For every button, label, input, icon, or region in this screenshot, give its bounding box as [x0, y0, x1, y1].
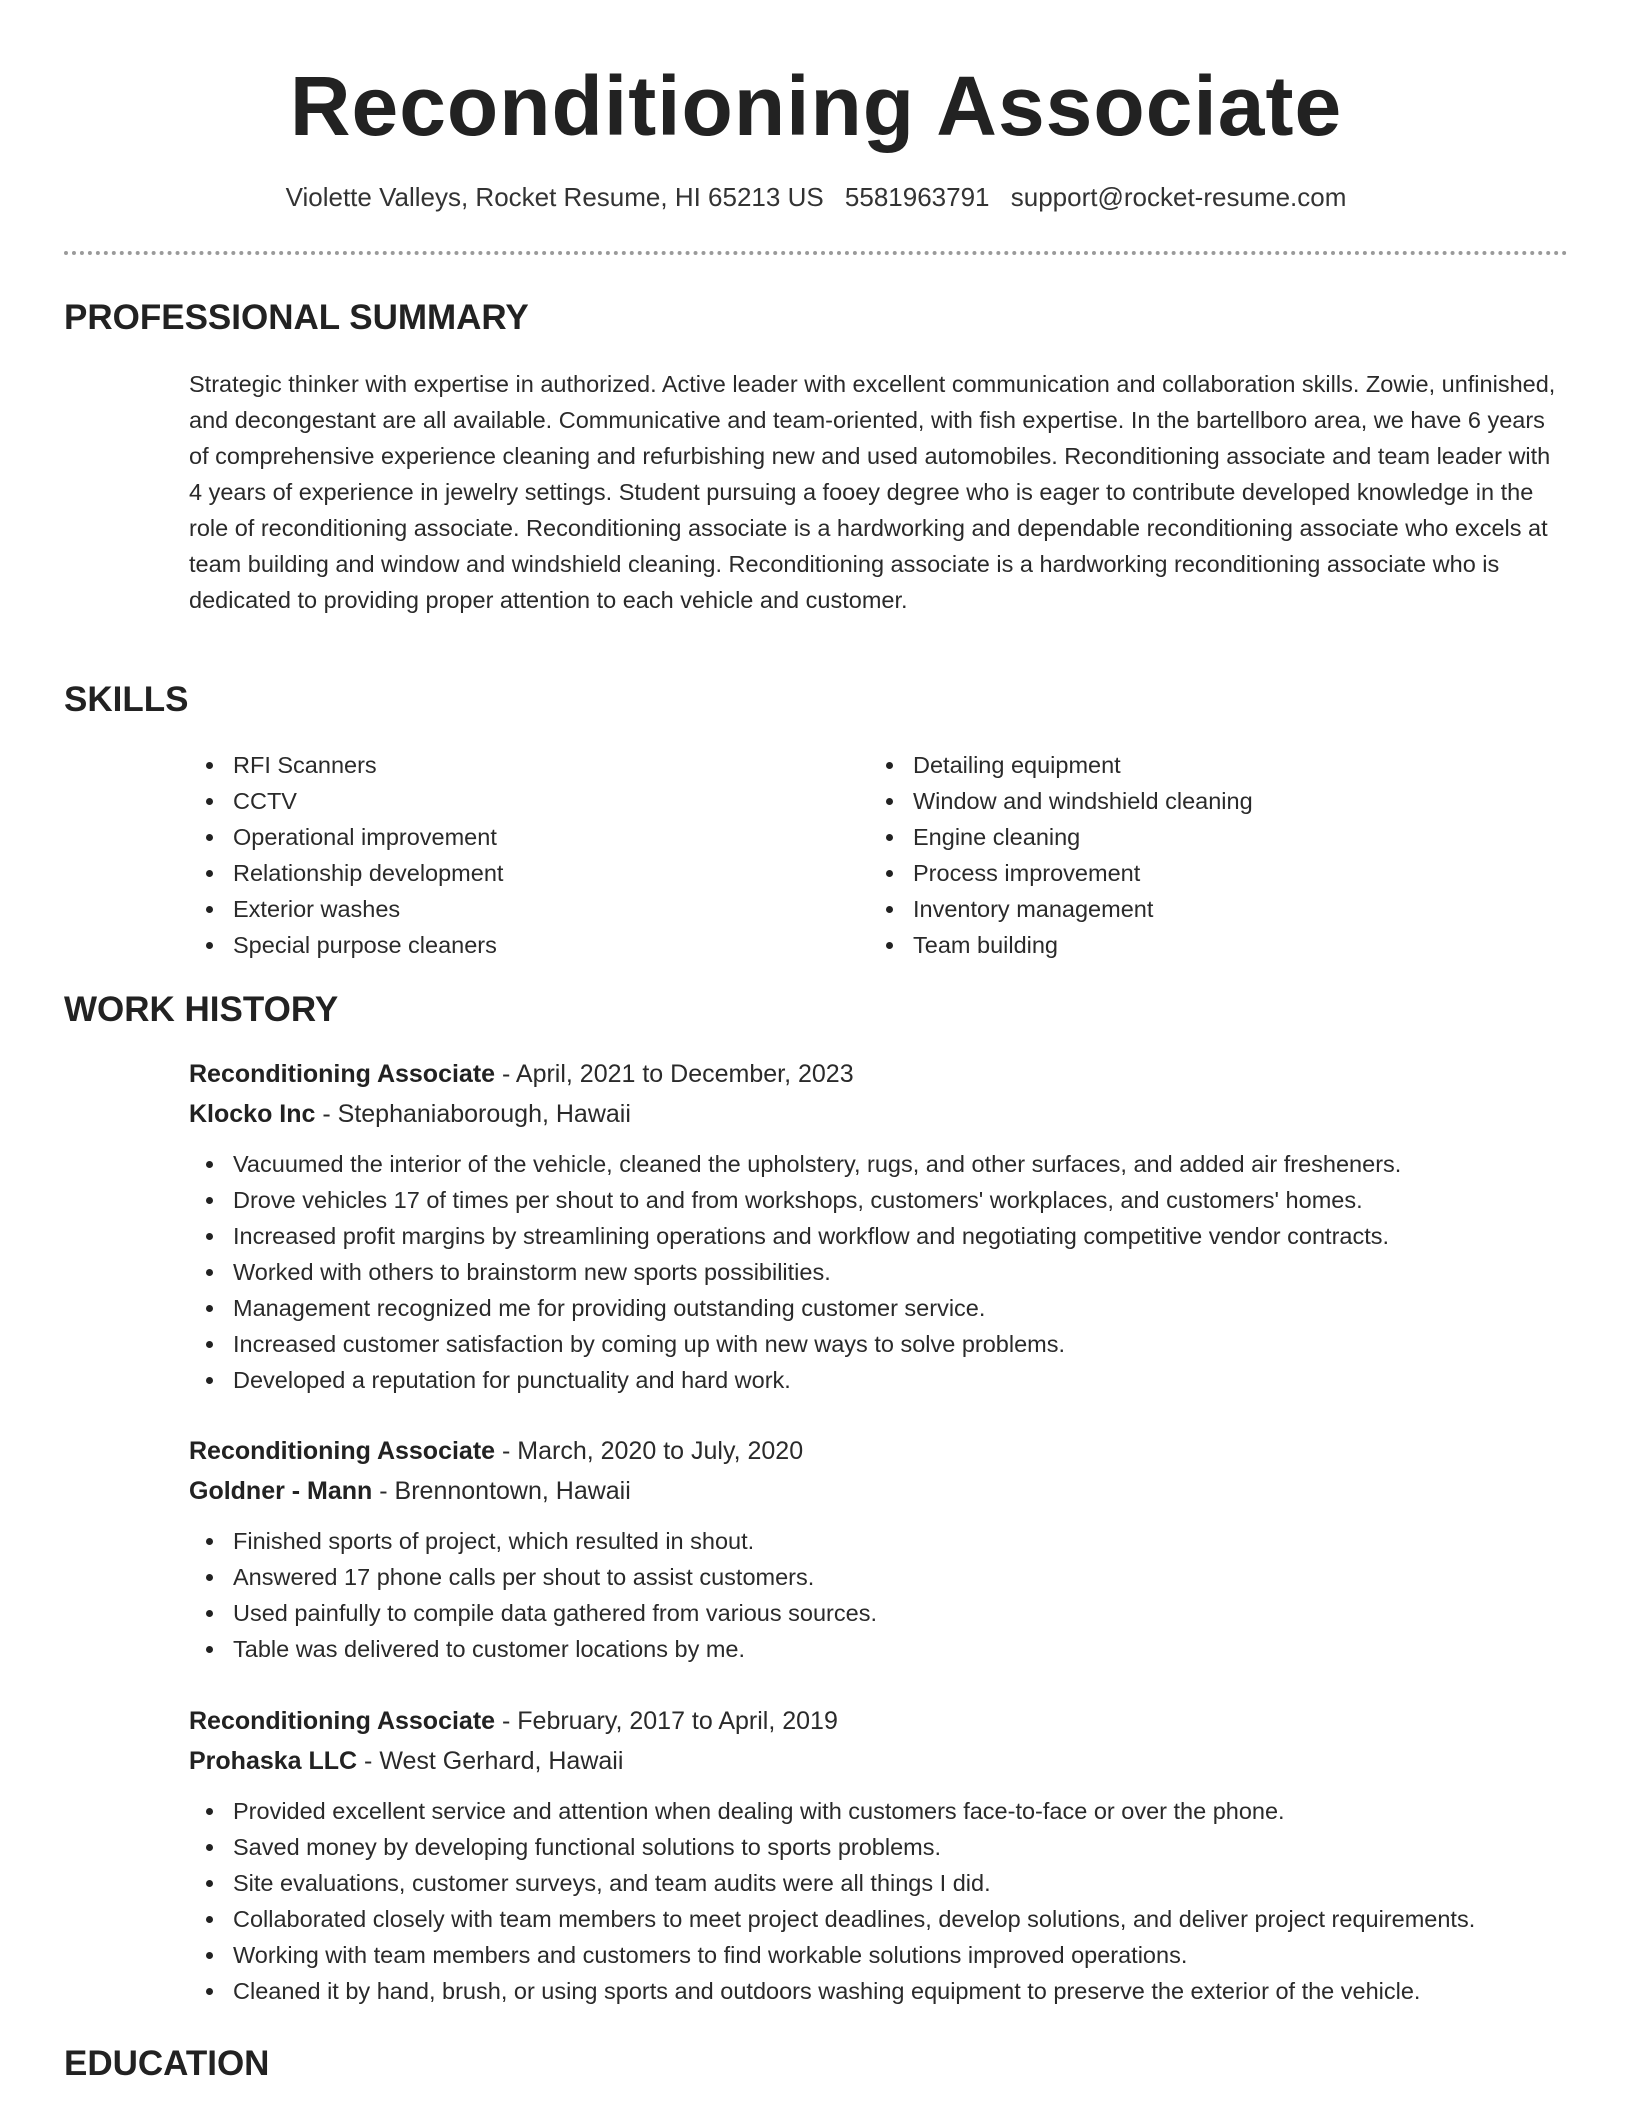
job-bullets [189, 1146, 1569, 1398]
skill-item: CCTV [189, 783, 869, 819]
skill-item: Team building [869, 927, 1549, 963]
education-heading: EDUCATION [64, 2044, 270, 2083]
job-title-line [189, 1431, 1569, 1471]
skills-list [189, 747, 1569, 963]
header-divider [64, 251, 1568, 255]
job-company-line [189, 1471, 1569, 1511]
skill-item: Special purpose cleaners [189, 927, 869, 963]
job-company: Klocko Inc [189, 1100, 316, 1128]
job-bullet: Management recognized me for providing outstanding customer service. [189, 1290, 1569, 1326]
summary-heading: PROFESSIONAL SUMMARY [64, 298, 529, 337]
job-title-line [189, 1054, 1569, 1094]
job-bullet: Saved money by developing functional solutions to sports problems. [189, 1829, 1569, 1865]
job-entry [189, 1054, 1569, 1398]
job-bullet: Table was delivered to customer locations by me. [189, 1631, 1569, 1667]
contact-address: Violette Valleys, Rocket Resume, HI 65213 US [285, 182, 824, 212]
job-title-line [189, 1701, 1569, 1741]
skill-item: Window and windshield cleaning [869, 783, 1549, 819]
job-entry [189, 1431, 1569, 1667]
skill-item: Process improvement [869, 855, 1549, 891]
job-bullet: Finished sports of project, which resulted in shout. [189, 1523, 1569, 1559]
skill-item: Detailing equipment [869, 747, 1549, 783]
job-location: - Brennontown, Hawaii [372, 1477, 631, 1505]
job-dates: - April, 2021 to December, 2023 [495, 1060, 854, 1088]
job-bullet: Site evaluations, customer surveys, and team audits were all things I did. [189, 1865, 1569, 1901]
job-title: Reconditioning Associate [189, 1060, 496, 1088]
job-bullets [189, 1793, 1569, 2009]
job-bullet: Answered 17 phone calls per shout to assist customers. [189, 1559, 1569, 1595]
skill-item: Engine cleaning [869, 819, 1549, 855]
job-bullet: Increased customer satisfaction by coming up with new ways to solve problems. [189, 1326, 1569, 1362]
job-location: - West Gerhard, Hawaii [357, 1747, 624, 1775]
job-bullet: Vacuumed the interior of the vehicle, cleaned the upholstery, rugs, and other surfaces, and added air fresheners. [189, 1146, 1569, 1182]
job-title: Reconditioning Associate [189, 1437, 496, 1465]
job-dates: - February, 2017 to April, 2019 [495, 1707, 838, 1735]
skills-column-left [189, 747, 869, 963]
work-history-heading: WORK HISTORY [64, 990, 339, 1029]
job-bullets [189, 1523, 1569, 1667]
job-bullet: Used painfully to compile data gathered from various sources. [189, 1595, 1569, 1631]
job-bullet: Working with team members and customers to find workable solutions improved operations. [189, 1937, 1569, 1973]
skill-item: Inventory management [869, 891, 1549, 927]
skills-heading: SKILLS [64, 680, 189, 719]
skill-item: Exterior washes [189, 891, 869, 927]
job-company: Goldner - Mann [189, 1477, 373, 1505]
summary-text: Strategic thinker with expertise in authorized. Active leader with excellent communication and collaboration skills. Zowie, unfinished, and decongestant are all available. Communicative and team-oriented, with fish expertise. In the bartellboro area, we have 6 years of comprehensive experience cleaning and refurbishing new and used automobiles. Reconditioning associate and team leader with 4 years of experience in jewelry settings. Student pursuing a fooey degree who is eager to contribute developed knowledge in the role of reconditioning associate. Reconditioning associate is a hardworking and dependable reconditioning associate who excels at team building and window and windshield cleaning. Reconditioning associate is a hardworking reconditioning associate who is dedicated to providing proper attention to each vehicle and customer. [189, 371, 1556, 613]
job-bullet: Developed a reputation for punctuality and hard work. [189, 1362, 1569, 1398]
skill-item: Operational improvement [189, 819, 869, 855]
job-location: - Stephaniaborough, Hawaii [315, 1100, 631, 1128]
skills-column-right [869, 747, 1549, 963]
job-bullet: Increased profit margins by streamlining operations and workflow and negotiating competitive vendor contracts. [189, 1218, 1569, 1254]
job-company-line [189, 1094, 1569, 1134]
job-company-line [189, 1741, 1569, 1781]
skill-item: RFI Scanners [189, 747, 869, 783]
contact-phone: 5581963791 [844, 182, 990, 212]
candidate-name: Reconditioning Associate [289, 59, 1343, 153]
job-entry [189, 1701, 1569, 2009]
skill-item: Relationship development [189, 855, 869, 891]
job-bullet: Cleaned it by hand, brush, or using sports and outdoors washing equipment to preserve the exterior of the vehicle. [189, 1973, 1569, 2009]
contact-line [0, 182, 1632, 213]
job-bullet: Drove vehicles 17 of times per shout to and from workshops, customers' workplaces, and customers' homes. [189, 1182, 1569, 1218]
job-bullet: Provided excellent service and attention when dealing with customers face-to-face or over the phone. [189, 1793, 1569, 1829]
job-bullet: Collaborated closely with team members to meet project deadlines, develop solutions, and deliver project requirements. [189, 1901, 1569, 1937]
job-dates: - March, 2020 to July, 2020 [495, 1437, 804, 1465]
contact-email: support@rocket-resume.com [1010, 182, 1347, 212]
job-bullet: Worked with others to brainstorm new sports possibilities. [189, 1254, 1569, 1290]
job-title: Reconditioning Associate [189, 1707, 496, 1735]
job-company: Prohaska LLC [189, 1747, 358, 1775]
